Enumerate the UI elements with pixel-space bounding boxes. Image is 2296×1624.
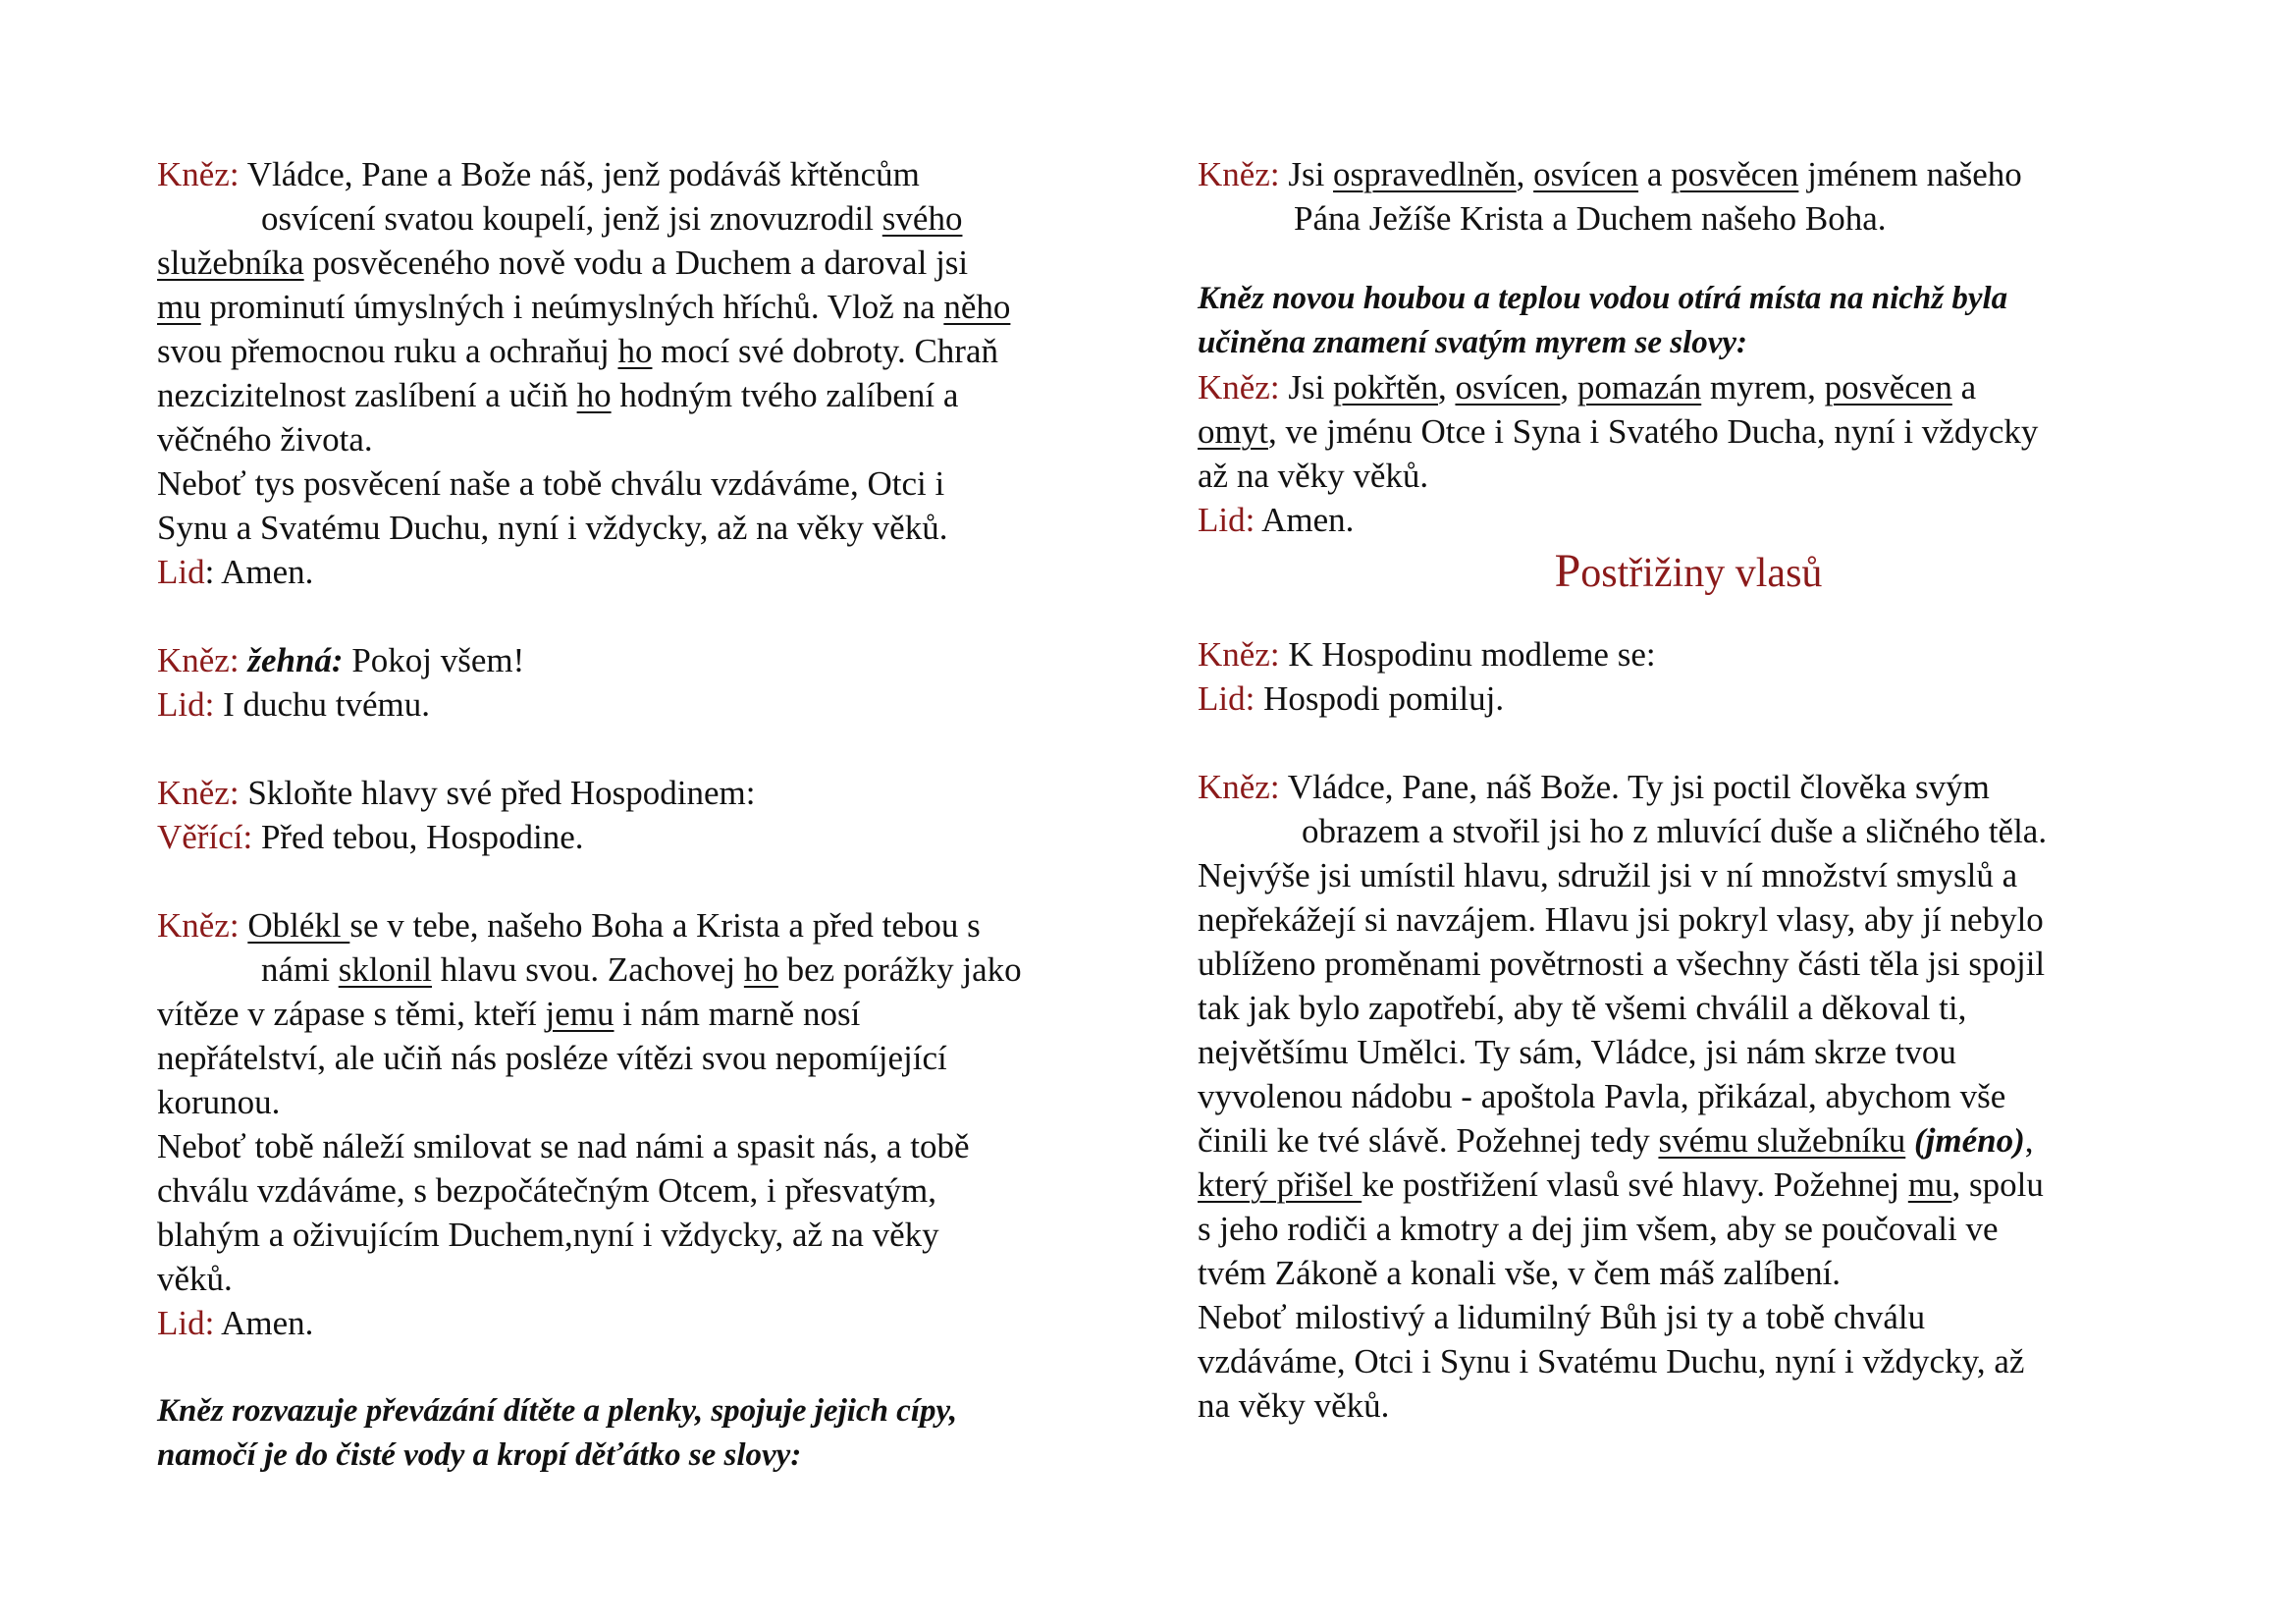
text-line: vyvolenou nádobu - apoštola Pavla, přikázal, abychom vše bbox=[1198, 1077, 2006, 1115]
underlined-word: pokřtěn bbox=[1333, 368, 1438, 406]
name-placeholder: (jméno) bbox=[1913, 1121, 2025, 1160]
text-line: tak jak bylo zapotřebí, aby tě všemi chválil a děkoval ti, bbox=[1198, 989, 1967, 1027]
text-segment: , bbox=[1437, 368, 1456, 406]
response-text: Před tebou, Hospodine. bbox=[252, 818, 584, 856]
text-line: s jeho rodiči a kmotry a dej jim všem, aby se poučovali ve bbox=[1198, 1210, 1999, 1248]
text-line: obrazem a stvořil jsi ho z mluvící duše a sličného těla. bbox=[1302, 812, 2048, 850]
text-segment: nezcizitelnost zaslíbení a učiň bbox=[157, 376, 577, 414]
underlined-word: ho bbox=[743, 950, 778, 989]
speaker-label: Lid: bbox=[1198, 679, 1255, 718]
text-segment: posvěceného nově vodu a Duchem a daroval jsi bbox=[303, 244, 969, 282]
text-line: ublíženo proměnami povětrnosti a všechny části těla jsi spojil bbox=[1198, 945, 2046, 983]
prayer-block-3 bbox=[157, 771, 1129, 859]
underlined-word: jemu bbox=[545, 995, 614, 1033]
prayer-block-7 bbox=[1198, 632, 2179, 721]
underlined-word: omyt bbox=[1198, 412, 1268, 451]
text-line bbox=[157, 771, 1129, 815]
underlined-word: služebníka bbox=[157, 244, 304, 282]
text-line: věčného života. bbox=[157, 420, 373, 459]
heading-text: ostřižiny vlasů bbox=[1580, 551, 1823, 596]
rubric-instruction bbox=[157, 1389, 1129, 1478]
response-text: Hospodi pomiluj. bbox=[1255, 679, 1505, 718]
rubric-line: učiněna znamení svatým myrem se slovy: bbox=[1198, 325, 1748, 360]
response-line bbox=[157, 1301, 1129, 1345]
text-line: Neboť milostivý a lidumilný Bůh jsi ty a tobě chválu bbox=[1198, 1298, 1926, 1336]
text-line bbox=[1198, 1163, 2179, 1207]
text-segment: svou přemocnou ruku a ochraňuj bbox=[157, 332, 618, 370]
text-segment: a bbox=[1951, 368, 1977, 406]
underlined-word: ho bbox=[617, 332, 653, 370]
text-segment: , bbox=[2024, 1121, 2034, 1160]
text-line bbox=[157, 947, 1129, 992]
prayer-block-4 bbox=[157, 903, 1129, 1345]
response-text: : Amen. bbox=[204, 553, 314, 591]
text-line: Nejvýše jsi umístil hlavu, sdružil jsi v ní množství smyslů a bbox=[1198, 856, 2018, 894]
response-line bbox=[157, 550, 1129, 594]
underlined-word: ospravedlněn bbox=[1333, 155, 1517, 193]
text-segment: se v tebe, našeho Boha a Krista a před tebou s bbox=[349, 906, 981, 945]
text-segment: jménem našeho bbox=[1798, 155, 2022, 193]
response-line bbox=[157, 815, 1129, 859]
speaker-label: Věřící: bbox=[157, 818, 253, 856]
spacer bbox=[1198, 241, 2179, 277]
speaker-label: Kněz: bbox=[1198, 368, 1280, 406]
rubric-instruction bbox=[1198, 277, 2179, 365]
prayer-block-5 bbox=[1198, 152, 2179, 241]
text-segment: Pokoj všem! bbox=[343, 641, 525, 679]
rubric-word: žehná: bbox=[247, 641, 344, 679]
text-segment: Jsi bbox=[1279, 155, 1334, 193]
text-segment: myrem, bbox=[1701, 368, 1825, 406]
text-line bbox=[1198, 632, 2179, 677]
speaker-label: Kněz: bbox=[1198, 155, 1280, 193]
text-line bbox=[157, 196, 1129, 241]
text-line: blahým a oživujícím Duchem,nyní i vždycky, až na věky bbox=[157, 1216, 939, 1254]
text-line bbox=[157, 241, 1129, 285]
underlined-word: posvěcen bbox=[1671, 155, 1799, 193]
underlined-word: Oblékl bbox=[247, 906, 350, 945]
text-line bbox=[157, 152, 1129, 196]
underlined-word: něho bbox=[943, 288, 1011, 326]
text-segment: K Hospodinu modleme se: bbox=[1279, 635, 1656, 674]
speaker-label: Lid: bbox=[1198, 501, 1255, 539]
spacer bbox=[1198, 721, 2179, 765]
underlined-word: který přišel bbox=[1198, 1165, 1362, 1204]
text-segment: námi bbox=[261, 950, 339, 989]
speaker-label: Lid bbox=[157, 553, 205, 591]
text-line bbox=[157, 638, 1129, 682]
text-line: Pána Ježíše Krista a Duchem našeho Boha. bbox=[1294, 199, 1887, 238]
rubric-line: namočí je do čisté vody a kropí děťátko se slovy: bbox=[157, 1437, 802, 1473]
underlined-word: mu bbox=[1907, 1165, 1952, 1204]
text-line: nepřátelství, ale učiň nás posléze vítězi svou nepomíjející bbox=[157, 1039, 947, 1077]
speaker-label: Kněz: bbox=[157, 906, 240, 945]
underlined-word: svého bbox=[881, 199, 963, 238]
underlined-word: osvícen bbox=[1533, 155, 1639, 193]
rubric-line: Kněz novou houbou a teplou vodou otírá místa na nichž byla bbox=[1198, 281, 2008, 316]
text-line bbox=[157, 903, 1129, 947]
text-line bbox=[157, 992, 1129, 1036]
response-text: I duchu tvému. bbox=[214, 685, 431, 724]
text-line: věků. bbox=[157, 1260, 233, 1298]
text-line: Neboť tys posvěcení naše a tobě chválu vzdáváme, Otci i bbox=[157, 464, 945, 503]
text-segment: i nám marně nosí bbox=[614, 995, 861, 1033]
text-line: Synu a Svatému Duchu, nyní i vždycky, až na věky věků. bbox=[157, 509, 948, 547]
spacer bbox=[157, 859, 1129, 903]
section-heading bbox=[1198, 542, 2179, 603]
speaker-label: Kněz: bbox=[157, 641, 240, 679]
text-segment: hodným tvého zalíbení a bbox=[611, 376, 959, 414]
text-segment: osvícení svatou koupelí, jenž jsi znovuzrodil bbox=[261, 199, 882, 238]
text-segment: prominutí úmyslných i neúmyslných hříchů. Vlož na bbox=[200, 288, 944, 326]
text-line bbox=[1198, 409, 2179, 454]
response-line bbox=[157, 682, 1129, 727]
right-column bbox=[1198, 152, 2179, 1428]
text-line: chválu vzdáváme, s bezpočátečným Otcem, i přesvatým, bbox=[157, 1171, 936, 1210]
text-line bbox=[157, 373, 1129, 417]
text-line: vzdáváme, Otci i Synu i Svatému Duchu, nyní i vždycky, až bbox=[1198, 1342, 2025, 1380]
text-line bbox=[157, 285, 1129, 329]
underlined-word: posvěcen bbox=[1824, 368, 1952, 406]
text-segment: a bbox=[1638, 155, 1672, 193]
text-line: na věky věků. bbox=[1198, 1386, 1390, 1425]
speaker-label: Kněz: bbox=[157, 155, 240, 193]
text-line bbox=[1198, 765, 2179, 809]
response-line bbox=[1198, 498, 2179, 542]
underlined-word: sklonil bbox=[338, 950, 433, 989]
spacer bbox=[157, 594, 1129, 638]
text-segment: Vládce, Pane a Bože náš, jenž podáváš křtěncům bbox=[239, 155, 920, 193]
text-segment: Jsi bbox=[1279, 368, 1334, 406]
text-segment: , spolu bbox=[1951, 1165, 2044, 1204]
text-segment: , bbox=[1560, 368, 1577, 406]
text-segment: mocí své dobroty. Chraň bbox=[652, 332, 998, 370]
rubric-line: Kněz rozvazuje převázání dítěte a plenky, spojuje jejich cípy, bbox=[157, 1393, 958, 1429]
text-segment: Skloňte hlavy své před Hospodinem: bbox=[239, 774, 756, 812]
text-line bbox=[157, 329, 1129, 373]
underlined-word: mu bbox=[157, 288, 201, 326]
response-text: Amen. bbox=[1255, 501, 1355, 539]
text-line: nepřekážejí si navzájem. Hlavu jsi pokryl vlasy, aby jí nebylo bbox=[1198, 900, 2044, 939]
text-segment: hlavu svou. Zachovej bbox=[432, 950, 744, 989]
text-line bbox=[1198, 1118, 2179, 1163]
spacer bbox=[157, 727, 1129, 771]
text-line: Neboť tobě náleží smilovat se nad námi a spasit nás, a tobě bbox=[157, 1127, 970, 1165]
text-line bbox=[1198, 152, 2179, 196]
text-line: korunou. bbox=[157, 1083, 281, 1121]
heading-initial: P bbox=[1554, 545, 1581, 597]
response-line bbox=[1198, 677, 2179, 721]
underlined-word: svému služebníku bbox=[1658, 1121, 1906, 1160]
underlined-word: osvícen bbox=[1455, 368, 1561, 406]
underlined-word: pomazán bbox=[1576, 368, 1702, 406]
text-segment: , bbox=[1516, 155, 1534, 193]
text-segment: , ve jménu Otce i Syna i Svatého Ducha, nyní i vždycky bbox=[1267, 412, 2039, 451]
speaker-label: Kněz: bbox=[1198, 768, 1280, 806]
prayer-block-6 bbox=[1198, 365, 2179, 542]
prayer-block-2 bbox=[157, 638, 1129, 727]
left-column bbox=[157, 152, 1129, 1478]
text-line: tvém Zákoně a konali vše, v čem máš zalíbení. bbox=[1198, 1254, 1842, 1292]
text-line: až na věky věků. bbox=[1198, 457, 1429, 495]
response-text: Amen. bbox=[214, 1304, 314, 1342]
speaker-label: Kněz: bbox=[1198, 635, 1280, 674]
text-segment: bez porážky jako bbox=[777, 950, 1022, 989]
text-segment bbox=[1905, 1121, 1914, 1160]
spacer bbox=[157, 1345, 1129, 1389]
text-segment: vítěze v zápase s těmi, kteří bbox=[157, 995, 546, 1033]
speaker-label: Lid: bbox=[157, 685, 215, 724]
underlined-word: ho bbox=[576, 376, 612, 414]
text-segment: Vládce, Pane, náš Bože. Ty jsi poctil člověka svým bbox=[1279, 768, 1990, 806]
text-segment: činili ke tvé slávě. Požehnej tedy bbox=[1198, 1121, 1659, 1160]
text-line bbox=[1198, 365, 2179, 409]
prayer-block-8 bbox=[1198, 765, 2179, 1428]
speaker-label: Kněz: bbox=[157, 774, 240, 812]
text-segment: ke postřižení vlasů své hlavy. Požehnej bbox=[1362, 1165, 1908, 1204]
text-line: největšímu Umělci. Ty sám, Vládce, jsi nám skrze tvou bbox=[1198, 1033, 1956, 1071]
speaker-label: Lid: bbox=[157, 1304, 215, 1342]
prayer-block-1 bbox=[157, 152, 1129, 594]
